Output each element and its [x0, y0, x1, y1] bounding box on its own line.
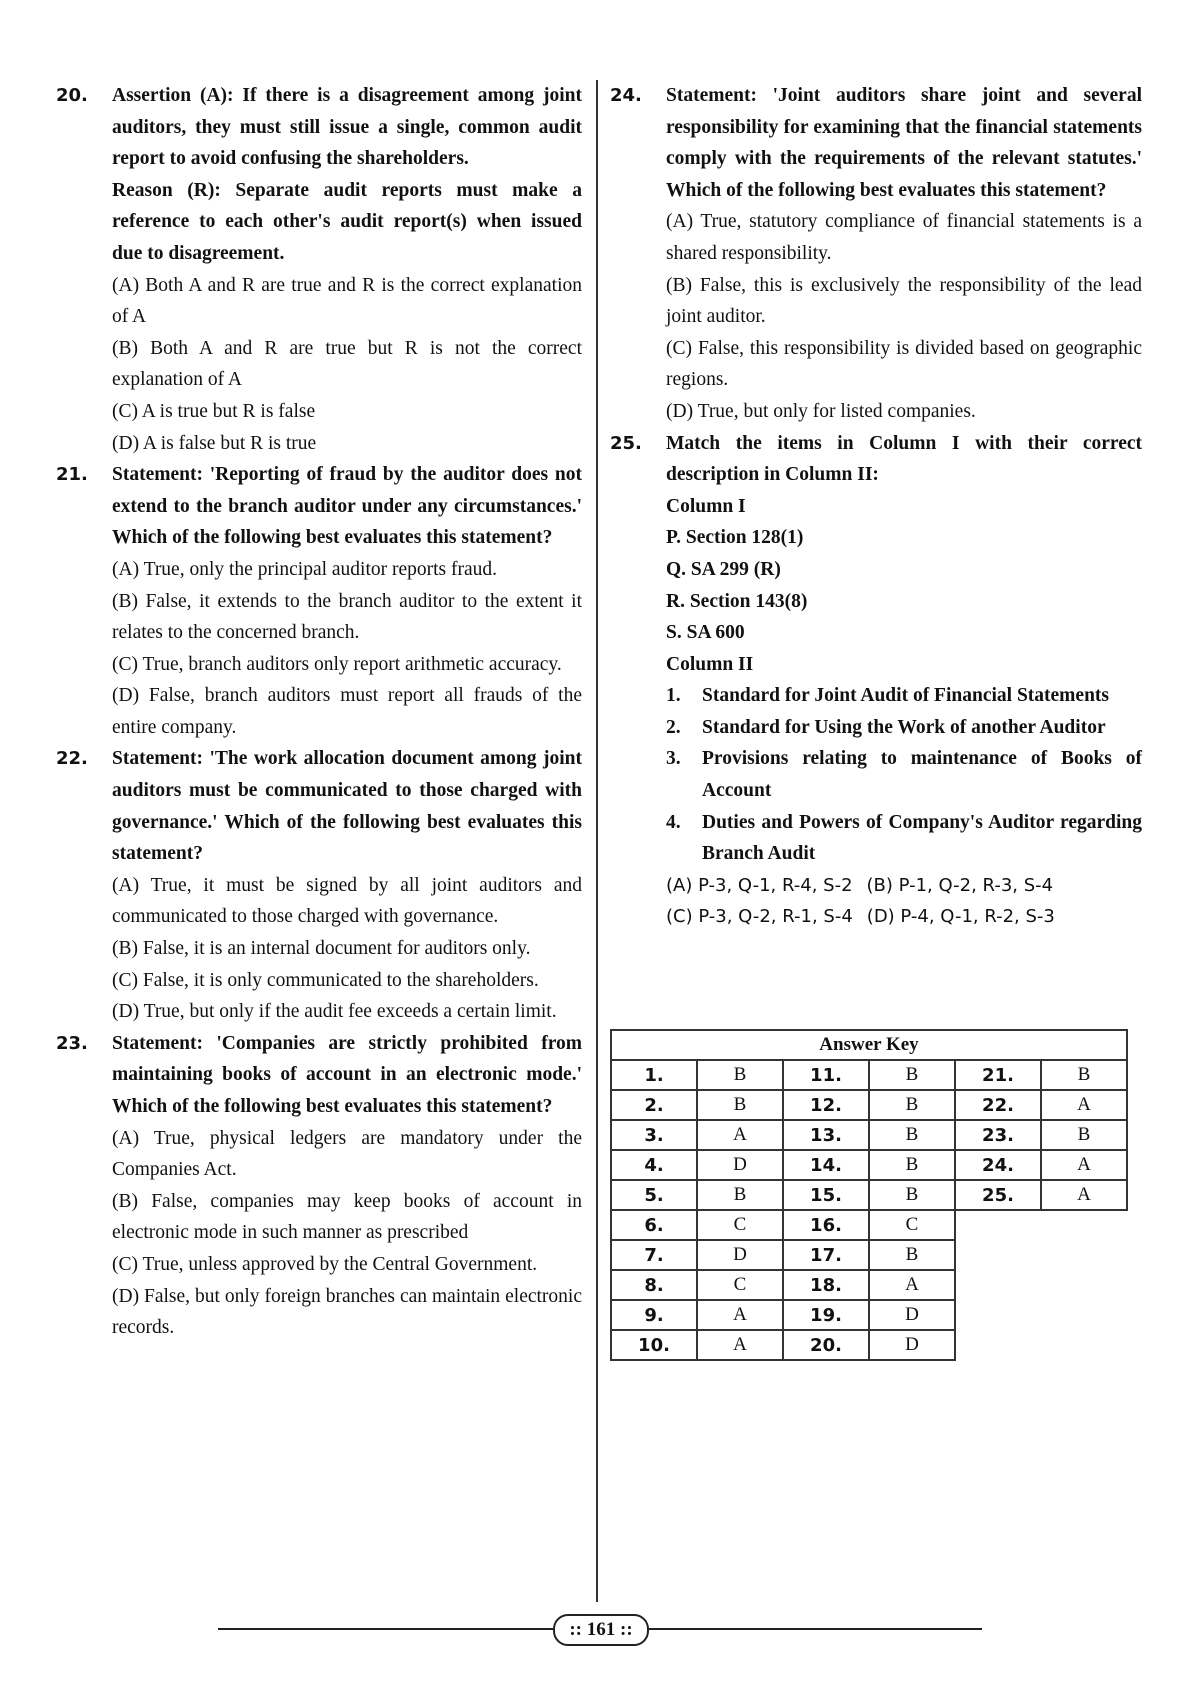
option-a: (A) True, physical ledgers are mandatory under the Companies Act. [112, 1127, 582, 1181]
option-b: (B) False, this is exclusively the responsibility of the lead joint auditor. [666, 274, 1142, 328]
column-ii-item: 3. Provisions relating to maintenance of Books of Account [666, 748, 1142, 802]
column-ii-item: 4. Duties and Powers of Company's Auditor regarding Branch Audit [666, 811, 1142, 865]
option-d: (D) False, branch auditors must report all frauds of the entire company. [112, 685, 582, 738]
answer-cell: B [869, 1180, 955, 1210]
answer-cell: A [697, 1120, 783, 1150]
answer-cell: A [869, 1270, 955, 1300]
answer-cell: B [697, 1060, 783, 1090]
choice-b: (B) P-1, Q-2, R-3, S-4 [866, 874, 1054, 896]
empty-cell [1041, 1300, 1127, 1330]
answer-cell: B [697, 1180, 783, 1210]
option-c: (C) True, unless approved by the Central Government. [112, 1253, 538, 1275]
answer-key-row [611, 1060, 1127, 1090]
option-b: (B) False, companies may keep books of account in electronic mode in such manner as prescribed [112, 1190, 582, 1244]
answer-choices-row [666, 870, 1142, 902]
option-b: (B) False, it extends to the branch auditor to the extent it relates to the concerned branch. [112, 590, 582, 644]
answer-cell: D [697, 1150, 783, 1180]
answer-cell: C [697, 1270, 783, 1300]
option-b: (B) Both A and R are true but R is not the correct explanation of A [112, 337, 582, 391]
question-number-cell: 18. [783, 1270, 869, 1300]
page-number: :: 161 :: [553, 1614, 649, 1646]
question-number-cell: 25. [955, 1180, 1041, 1210]
footer-rule-right [647, 1628, 982, 1630]
question-number-cell: 17. [783, 1240, 869, 1270]
answer-cell: A [1041, 1090, 1127, 1120]
question-number-cell: 3. [611, 1120, 697, 1150]
column-i-item: Q. SA 299 (R) [666, 558, 781, 580]
answer-cell: A [1041, 1180, 1127, 1210]
question-number: 25. [610, 432, 642, 454]
option-c: (C) True, branch auditors only report arithmetic accuracy. [112, 653, 562, 675]
option-c: (C) False, this responsibility is divided based on geographic regions. [666, 337, 1142, 391]
question-statement: Statement: 'Joint auditors share joint and several responsibility for examining that the financial statements comply with the requirements of the relevant statutes.' Which of the following best evaluates this statement? [666, 85, 1142, 201]
answer-cell: A [697, 1300, 783, 1330]
option-c: (C) A is true but R is false [112, 400, 316, 422]
question-number-cell: 2. [611, 1090, 697, 1120]
answer-cell: B [869, 1090, 955, 1120]
question-number-cell: 15. [783, 1180, 869, 1210]
question-number: 21. [56, 464, 88, 486]
empty-cell [1041, 1270, 1127, 1300]
column-i-title: Column I [666, 495, 746, 517]
question-number-cell: 24. [955, 1150, 1041, 1180]
question-22 [56, 743, 582, 1027]
answer-key-row [611, 1300, 1127, 1330]
question-statement: Statement: 'Reporting of fraud by the auditor does not extend to the branch auditor under any circumstances.' Which of the following best evaluates this statement? [112, 464, 582, 549]
column-i-item: P. Section 128(1) [666, 527, 804, 549]
question-number-cell: 14. [783, 1150, 869, 1180]
column-ii-item: 2. Standard for Using the Work of another Auditor [666, 716, 1106, 738]
empty-cell [1041, 1330, 1127, 1360]
question-number-cell: 12. [783, 1090, 869, 1120]
answer-cell: D [869, 1300, 955, 1330]
column-ii-title: Column II [666, 653, 754, 675]
choice-d: (D) P-4, Q-1, R-2, S-3 [866, 906, 1055, 928]
answer-key-row [611, 1270, 1127, 1300]
option-a: (A) True, it must be signed by all joint auditors and communicated to those charged with governance. [112, 874, 582, 928]
answer-cell: A [1041, 1150, 1127, 1180]
column-divider [596, 80, 598, 1602]
answer-cell: C [869, 1210, 955, 1240]
answer-key-table [610, 1029, 1128, 1361]
question-number: 20. [56, 85, 88, 106]
answer-cell: A [697, 1330, 783, 1360]
answer-key-row [611, 1090, 1127, 1120]
question-21 [56, 459, 582, 743]
question-reason: Reason (R): Separate audit reports must make a reference to each other's audit report(s) when issued due to disagreement. [112, 179, 582, 264]
question-number-cell: 22. [955, 1090, 1041, 1120]
column-ii-item: 1. Standard for Joint Audit of Financial Statements [666, 685, 1110, 707]
empty-cell [955, 1330, 1041, 1360]
answer-cell: B [697, 1090, 783, 1120]
question-number-cell: 6. [611, 1210, 697, 1240]
answer-cell: B [869, 1240, 955, 1270]
right-column [610, 80, 1142, 933]
option-d: (D) False, but only foreign branches can maintain electronic records. [112, 1285, 582, 1339]
question-24 [610, 80, 1142, 428]
question-statement: Assertion (A): If there is a disagreement among joint auditors, they must still issue a single, common audit report to avoid confusing the shareholders. [112, 85, 582, 170]
answer-key-row [611, 1120, 1127, 1150]
answer-key-row [611, 1180, 1127, 1210]
choice-c: (C) P-3, Q-2, R-1, S-4 [666, 906, 853, 928]
question-number-cell: 20. [783, 1330, 869, 1360]
answer-choices-row [666, 901, 1142, 933]
question-23 [56, 1028, 582, 1344]
question-number: 22. [56, 748, 88, 770]
column-i-item: S. SA 600 [666, 622, 745, 644]
question-number-cell: 1. [611, 1060, 697, 1090]
empty-cell [955, 1210, 1041, 1240]
question-number: 24. [610, 85, 642, 106]
option-c: (C) False, it is only communicated to the shareholders. [112, 969, 539, 991]
question-number-cell: 10. [611, 1330, 697, 1360]
question-number-cell: 23. [955, 1120, 1041, 1150]
question-number-cell: 19. [783, 1300, 869, 1330]
answer-cell: C [697, 1210, 783, 1240]
question-number-cell: 9. [611, 1300, 697, 1330]
option-d: (D) A is false but R is true [112, 432, 317, 454]
option-d: (D) True, but only for listed companies. [666, 400, 976, 422]
question-25 [610, 428, 1142, 934]
option-a: (A) Both A and R are true and R is the correct explanation of A [112, 274, 582, 328]
question-statement: Statement: 'The work allocation document among joint auditors must be communicated to those charged with governance.' Which of the following best evaluates this statement? [112, 748, 582, 865]
question-number-cell: 8. [611, 1270, 697, 1300]
question-20 [56, 80, 582, 459]
answer-cell: D [869, 1330, 955, 1360]
answer-key-row [611, 1210, 1127, 1240]
empty-cell [1041, 1240, 1127, 1270]
question-number-cell: 4. [611, 1150, 697, 1180]
answer-cell: B [869, 1120, 955, 1150]
answer-cell: D [697, 1240, 783, 1270]
option-b: (B) False, it is an internal document for auditors only. [112, 938, 531, 960]
question-statement: Statement: 'Companies are strictly prohibited from maintaining books of account in an electronic mode.' Which of the following best evaluates this statement? [112, 1032, 582, 1117]
question-number-cell: 5. [611, 1180, 697, 1210]
question-number-cell: 16. [783, 1210, 869, 1240]
answer-cell: B [869, 1060, 955, 1090]
answer-key-row [611, 1330, 1127, 1360]
question-number-cell: 7. [611, 1240, 697, 1270]
empty-cell [955, 1270, 1041, 1300]
answer-key-row [611, 1240, 1127, 1270]
question-number-cell: 11. [783, 1060, 869, 1090]
footer-rule-left [218, 1628, 553, 1630]
option-a: (A) True, only the principal auditor reports fraud. [112, 558, 498, 580]
question-statement: Match the items in Column I with their correct description in Column II: [666, 432, 1142, 486]
empty-cell [955, 1300, 1041, 1330]
answer-cell: B [1041, 1120, 1127, 1150]
option-d: (D) True, but only if the audit fee exceeds a certain limit. [112, 1001, 557, 1023]
question-number-cell: 13. [783, 1120, 869, 1150]
answer-cell: B [869, 1150, 955, 1180]
question-number-cell: 21. [955, 1060, 1041, 1090]
question-number: 23. [56, 1032, 88, 1054]
choice-a: (A) P-3, Q-1, R-4, S-2 [666, 874, 853, 896]
answer-cell: B [1041, 1060, 1127, 1090]
option-a: (A) True, statutory compliance of financial statements is a shared responsibility. [666, 211, 1142, 264]
answer-key-title: Answer Key [611, 1030, 1127, 1060]
empty-cell [1041, 1210, 1127, 1240]
column-i-item: R. Section 143(8) [666, 590, 808, 612]
left-column [56, 80, 582, 1344]
answer-key-row [611, 1150, 1127, 1180]
empty-cell [955, 1240, 1041, 1270]
